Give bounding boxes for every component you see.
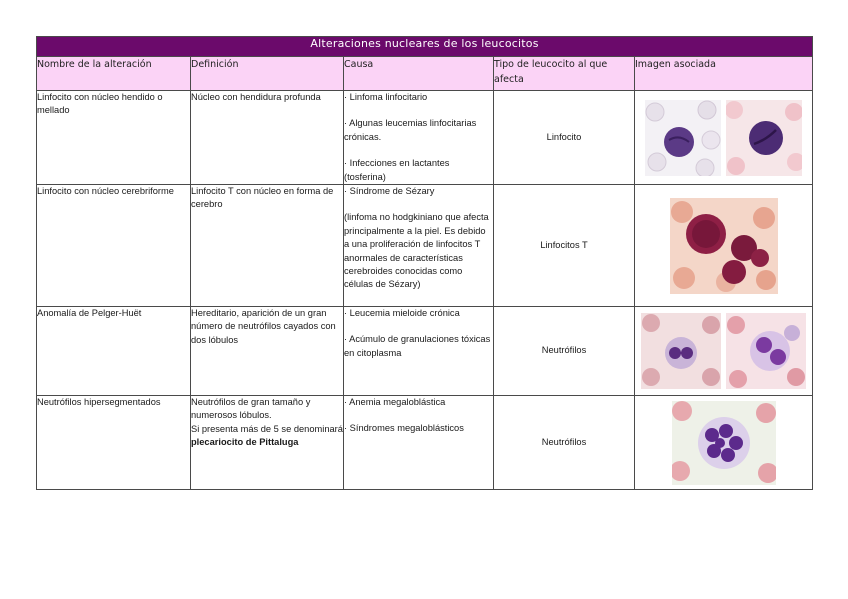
table-row (37, 91, 813, 185)
definition-bold-term: plecariocito de Pittaluga (191, 437, 299, 448)
table-title: Alteraciones nucleares de los leucocitos (37, 37, 813, 57)
cause-item: · Anemia megaloblástica (344, 397, 446, 408)
alteration-causes (344, 91, 494, 185)
micrograph-image (726, 313, 806, 389)
header-cell-type: Tipo de leucocito al que afecta (494, 57, 635, 91)
cause-note: (linfoma no hodgkiniano que afecta principalmente a la piel. Es debido a una proliferación de linfocitos T anormales de características cerebroides conocidas como células de Sézary) (344, 212, 489, 290)
cause-item: · Infecciones en lactantes (tosferina) (344, 158, 450, 182)
alteration-name: Neutrófilos hipersegmentados (37, 396, 191, 490)
alteration-name: Linfocito con núcleo cerebriforme (37, 185, 191, 307)
cause-item: · Síndromes megaloblásticos (344, 423, 464, 434)
header-cause: Causa (344, 57, 494, 91)
associated-image-cell (635, 91, 813, 185)
leukocyte-alterations-table (36, 36, 813, 490)
header-name: Nombre de la alteración (37, 57, 191, 91)
alteration-definition: Núcleo con hendidura profunda (191, 91, 344, 185)
cause-item: · Linfoma linfocitario (344, 92, 428, 102)
cause-item: · Leucemia mieloide crónica (344, 308, 460, 319)
alteration-definition (191, 396, 344, 490)
affected-cell-type: Neutrófilos (494, 396, 635, 490)
associated-image-cell (635, 396, 813, 490)
definition-line (191, 423, 343, 450)
alteration-definition: Linfocito T con núcleo en forma de cerebro (191, 185, 344, 307)
affected-cell-type: Linfocito (494, 91, 635, 185)
alteration-name: Linfocito con núcleo hendido o mellado (37, 91, 191, 185)
alteration-causes (344, 185, 494, 307)
micrograph-image (726, 100, 802, 176)
definition-text: Si presenta más de 5 se denominará (191, 423, 343, 434)
micrograph-image (672, 401, 776, 485)
definition-line: Neutrófilos de gran tamaño y numerosos lóbulos. (191, 397, 311, 421)
micrograph-image (641, 313, 721, 389)
alteration-definition: Hereditario, aparición de un gran número de neutrófilos cayados con dos lóbulos (191, 307, 344, 396)
table-row (37, 185, 813, 307)
table-row (37, 396, 813, 490)
table-row (37, 307, 813, 396)
alteration-causes (344, 307, 494, 396)
micrograph-image (645, 100, 721, 176)
micrograph-image (670, 198, 778, 294)
associated-image-cell (635, 185, 813, 307)
alteration-causes (344, 396, 494, 490)
cause-item: · Acúmulo de granulaciones tóxicas en citoplasma (344, 334, 491, 358)
cause-item: · Algunas leucemias linfocitarias crónicas. (344, 118, 477, 142)
associated-image-cell (635, 307, 813, 396)
header-definition: Definición (191, 57, 344, 91)
affected-cell-type: Neutrófilos (494, 307, 635, 396)
alteration-name: Anomalía de Pelger-Huët (37, 307, 191, 396)
header-image: Imagen asociada (635, 57, 813, 91)
affected-cell-type: Linfocitos T (494, 185, 635, 307)
cause-item: · Síndrome de Sézary (344, 186, 435, 197)
